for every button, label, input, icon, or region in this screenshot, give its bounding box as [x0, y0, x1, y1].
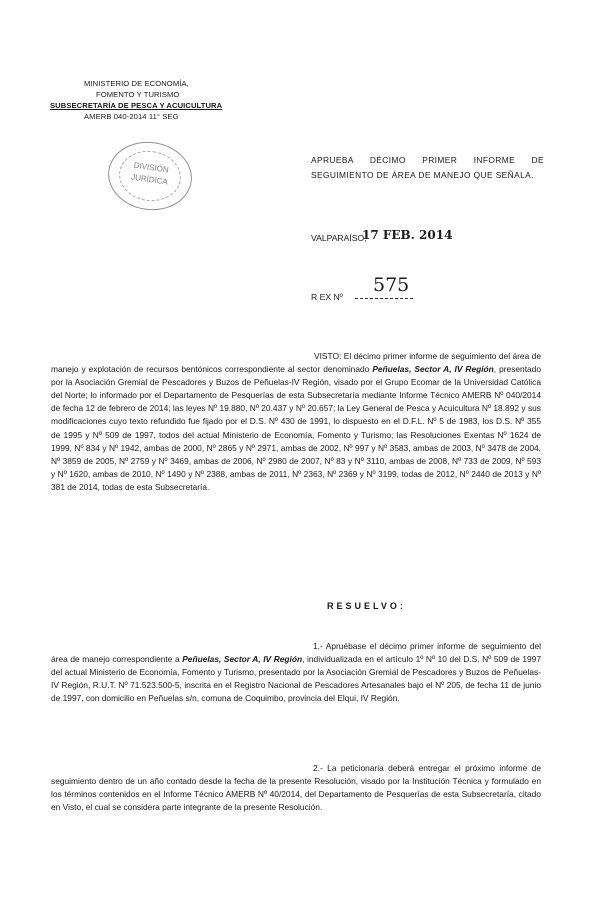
- number-underline: [355, 298, 413, 299]
- resolution-number: 575: [373, 274, 410, 296]
- stamp-line2: JURÍDICA: [130, 172, 169, 187]
- place-label: VALPARAÍSO,: [311, 233, 367, 243]
- letterhead-subsecretaria: SUBSECRETARÍA DE PESCA Y ACUICULTURA: [50, 101, 223, 110]
- division-stamp: [104, 136, 197, 215]
- resolution-subject: APRUEBA DÉCIMO PRIMER INFORME DE SEGUIMIENTO DE ÁREA DE MANEJO QUE SEÑALA.: [311, 155, 544, 180]
- visto-rest: , presentado por la Asociación Gremial de Pescadores y Buzos de Peñuelas-IV Región, visado por el Grupo Ecomar de la Universidad Católica del Norte; lo informado por el Departamento de Pesquerías de esta Subsecretaría mediante Informe Técnico AMERB Nº 040/2014 de fecha 12 de febrero de 2014; las leyes Nº 19.880, Nº 20.437 y Nº 20.657; la Ley General de Pesca y Acuicultura Nº 18.892 y sus modificaciones cuyo texto refundido fue fijado por el D.S. Nº 430 de 1991, lo dispuesto en el D.F.L. Nº 5 de 1983, los D.S. Nº 355 de 1995 y Nº 509 de 1997, todos del actual Ministerio de Economía, Fomento y Turismo; las Resoluciones Exentas Nº 1624 de 1999, Nº 834 y Nº 1942, ambas de 2000, Nº 2865 y Nº 2971, ambas de 2002, Nº 997 y Nº 3583, ambas de 2003, Nº 3478 de 2004, Nº 3859 de 2005, Nº 2759 y Nº 3469, ambas de 2006, Nº 2980 de 2007, Nº 83 y Nº 3110, ambas de 2008, Nº 733 de 2009, Nº 593 y Nº 1620, ambas de 2010, Nº 1490 y Nº 2388, ambas de 2011, Nº 2363, Nº 2369 y Nº 3199, todas de 2012, Nº 2440 de 2013 y Nº 381 de 2014, todas de esta Subsecretaría.: [51, 364, 542, 492]
- item1-rest: , individualizada en el artículo 1º Nº 10 del D.S. Nº 509 de 1997 del actual Ministerio de Economía, Fomento y Turismo, presentado por la Asociación Gremial de Pescadores y Buzos de Peñuelas-IV Región, R.U.T. Nº 71.523.500-5, inscrita en el Registro Nacional de Pescadores Artesanales bajo el Nº 205, de fecha 11 de junio de 1997, con domicilio en Peñuelas s/n, comuna de Coquimbo, provincia del Elqui, IV Región.: [51, 654, 541, 704]
- resolution-number-label: R EX Nº: [311, 292, 343, 302]
- date-stamp: 17 FEB. 2014: [362, 228, 453, 242]
- stamp-line1: DIVISIÓN: [133, 160, 170, 175]
- resuelvo-heading: RESUELVO:: [327, 601, 406, 611]
- visto-sector: Peñuelas, Sector A, IV Región: [372, 364, 494, 375]
- letterhead-ministry-line2: FOMENTO Y TURISMO: [96, 90, 180, 99]
- resolution-item-1: [51, 640, 541, 705]
- file-reference: AMERB 040-2014 11° SEG: [84, 112, 179, 121]
- item1-sector: Peñuelas, Sector A, IV Región: [182, 654, 303, 665]
- resolution-item-2: 2.- La peticionaria deberá entregar el próximo informe de seguimiento dentro de un año contado desde la fecha de la presente Resolución, visado por la Institución Técnica y formulado en los términos contenidos en el Informe Técnico AMERB Nº 40/2014, del Departamento de Pesquerías de esta Subsecretaría, citado en Visto, el cual se considera parte integrante de la presente Resolución.: [51, 763, 541, 813]
- item1-intro: 1.- Apruébase el décimo primer informe de seguimiento del área de manejo correspondiente a: [51, 641, 541, 665]
- letterhead-ministry: MINISTERIO DE ECONOMÍA,: [84, 79, 189, 88]
- visto-paragraph: [51, 350, 541, 494]
- visto-intro: VISTO: El décimo primer informe de seguimiento del área de manejo y explotación de recursos bentónicos correspondiente al sector denominado: [51, 351, 541, 375]
